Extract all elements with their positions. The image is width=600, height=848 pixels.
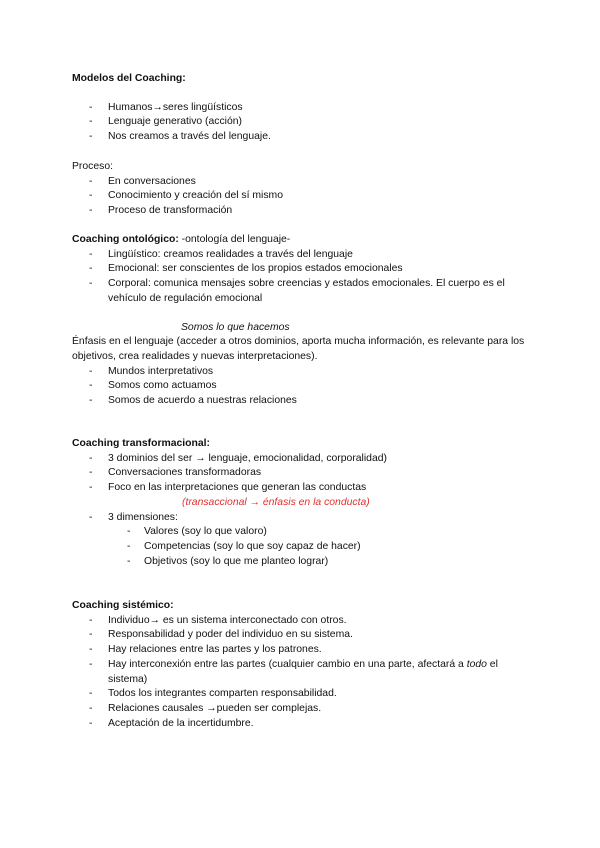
- list-item: - Individuo→ es un sistema interconectado con otros.: [72, 614, 534, 629]
- list-item: - Relaciones causales →pueden ser complejas.: [72, 702, 534, 717]
- modelos-list: [72, 101, 534, 145]
- dimensions-list: [72, 525, 534, 569]
- list-item: - Nos creamos a través del lenguaje.: [72, 130, 534, 145]
- ontologico-list-2: [72, 365, 534, 409]
- transformacional-heading: Coaching transformacional:: [72, 438, 210, 449]
- todo-emphasis: todo: [466, 658, 487, 670]
- transaccional-note: (transaccional → énfasis en la conducta): [182, 496, 370, 508]
- list-item: - Lenguaje generativo (acción): [72, 115, 534, 130]
- section-proceso: [72, 160, 534, 219]
- list-item: - Valores (soy lo que valoro): [108, 525, 534, 540]
- list-item: - Proceso de transformación: [72, 204, 534, 219]
- list-item: - Aceptación de la incertidumbre.: [72, 717, 534, 732]
- list-item: - Hay relaciones entre las partes y los patrones.: [72, 643, 534, 658]
- ontologico-heading: Coaching ontológico:: [72, 234, 179, 245]
- list-item: - Conocimiento y creación del sí mismo: [72, 189, 534, 204]
- list-item: - Corporal: comunica mensajes sobre creencias y estados emocionales. El cuerpo es el vehículo de regulación emocional: [72, 277, 534, 306]
- list-item: - En conversaciones: [72, 175, 534, 190]
- section-ontologico: [72, 233, 534, 409]
- section-sistemico: [72, 599, 534, 731]
- list-item-text: Hay interconexión entre las partes (cualquier cambio en una parte, afectará a: [108, 658, 467, 670]
- section-transformacional: [72, 437, 534, 569]
- list-item: - Mundos interpretativos: [72, 365, 534, 380]
- list-item: [72, 658, 534, 687]
- ontologico-emphasis: Énfasis en el lenguaje (acceder a otros dominios, aporta mucha información, es relevante para los objetivos, crea realidades y nuevas interpretaciones).: [72, 336, 525, 362]
- list-item: [72, 511, 534, 526]
- list-item: - Humanos→seres lingüísticos: [72, 101, 534, 116]
- list-item: - Responsabilidad y poder del individuo en su sistema.: [72, 628, 534, 643]
- proceso-list: [72, 175, 534, 219]
- list-item: - Emocional: ser conscientes de los propios estados emocionales: [72, 262, 534, 277]
- list-item: - Somos como actuamos: [72, 379, 534, 394]
- transformacional-list: [72, 452, 534, 526]
- list-item: - Somos de acuerdo a nuestras relaciones: [72, 394, 534, 409]
- modelos-heading: Modelos del Coaching:: [72, 73, 186, 84]
- list-item: - Conversaciones transformadoras: [72, 466, 534, 481]
- sistemico-list: [72, 614, 534, 732]
- ontologico-title-line: [72, 233, 534, 248]
- ontologico-list: [72, 248, 534, 307]
- dimensions-label: 3 dimensiones:: [108, 511, 178, 523]
- ontologico-motto: Somos lo que hacemos: [181, 321, 290, 333]
- list-item: - 3 dominios del ser → lenguaje, emocionalidad, corporalidad): [72, 452, 534, 467]
- list-item-text: el sistema): [108, 658, 498, 685]
- proceso-label: Proceso:: [72, 161, 114, 172]
- sistemico-heading: Coaching sistémico:: [72, 600, 174, 611]
- list-item-text: Foco en las interpretaciones que generan las conductas: [108, 482, 367, 494]
- list-item: - Lingüístico: creamos realidades a través del lenguaje: [72, 248, 534, 263]
- list-item: - Todos los integrantes comparten responsabilidad.: [72, 687, 534, 702]
- ontologico-subtitle: -ontología del lenguaje-: [178, 234, 291, 245]
- list-item: [72, 481, 534, 510]
- section-modelos: [72, 72, 534, 145]
- list-item: - Competencias (soy lo que soy capaz de hacer): [108, 540, 534, 555]
- list-item: - Objetivos (soy lo que me planteo lograr): [108, 555, 534, 570]
